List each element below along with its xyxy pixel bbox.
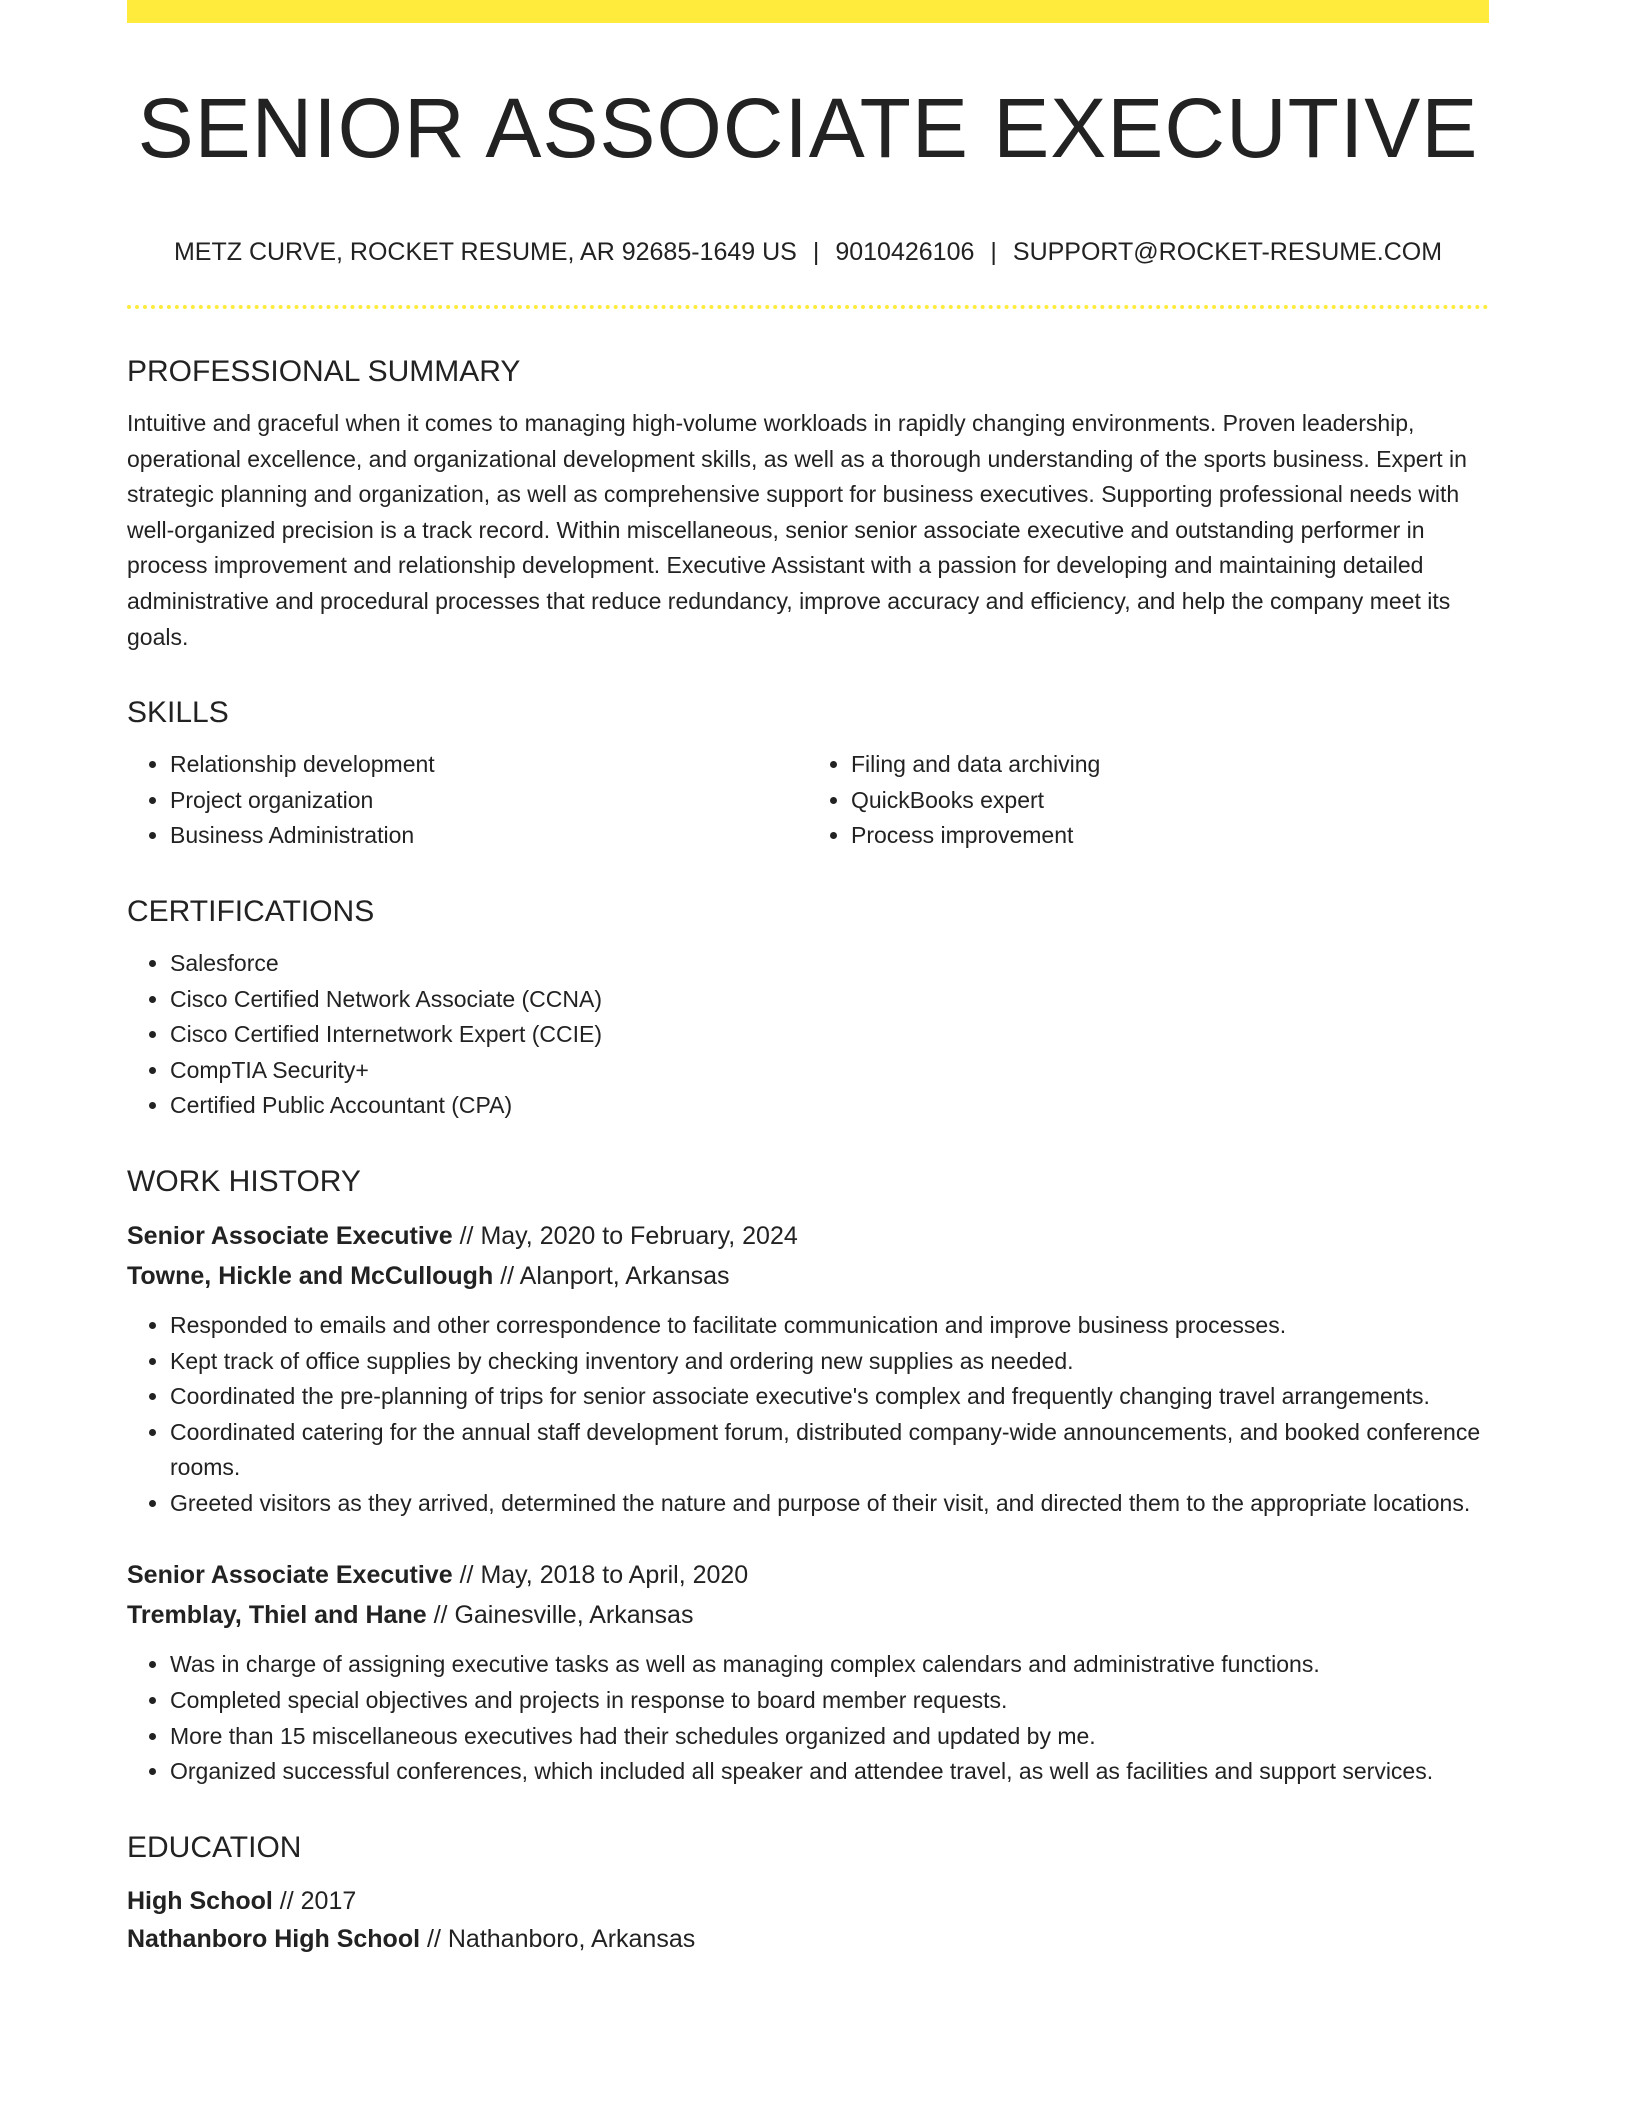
contact-separator: | [990,238,997,266]
job-company: Towne, Hickle and McCullough [127,1261,494,1290]
resume-content [127,348,1489,1958]
job-bullet: • Coordinated the pre-planning of trips for senior associate executive's complex and frequently changing travel arrangements. [170,1379,1489,1415]
job-bullet: • Coordinated catering for the annual staff development forum, distributed company-wide announcements, and booked conference rooms. [170,1415,1489,1486]
contact-separator: | [812,238,820,266]
certifications-list [127,946,1489,1124]
divider: // [459,1561,474,1590]
address: METZ CURVE, ROCKET RESUME, AR 92685-1649 US [173,238,797,266]
divider: // [279,1886,294,1915]
job-bullet: • Was in charge of assigning executive tasks as well as managing complex calendars and administrative functions. [170,1647,1489,1683]
divider: // [433,1601,448,1630]
skill-item: • Project organization [170,783,808,819]
job-bullet: • Responded to emails and other correspondence to facilitate communication and improve business processes. [170,1308,1489,1344]
skill-item: • Relationship development [170,747,808,783]
certification-item: • Cisco Certified Network Associate (CCNA) [170,982,1489,1018]
job-location: Gainesville, Arkansas [454,1601,694,1630]
skills-list [127,747,1489,854]
job-bullet: • Completed special objectives and projects in response to board member requests. [170,1683,1489,1719]
job-entry [127,1216,1489,1522]
summary-heading: PROFESSIONAL SUMMARY [127,355,521,388]
job-bullet: • Organized successful conferences, which included all speaker and attendee travel, as well as facilities and support services. [170,1754,1489,1790]
certification-item: • Cisco Certified Internetwork Expert (CCIE) [170,1017,1489,1053]
skills-column-right [808,747,1489,854]
job-company-line [127,1595,1489,1635]
email: SUPPORT@ROCKET-RESUME.COM [1012,238,1443,266]
skill-item: • QuickBooks expert [851,783,1489,819]
job-title: Senior Associate Executive [127,1561,453,1590]
certification-item: • CompTIA Security+ [170,1053,1489,1089]
skill-item: • Filing and data archiving [851,747,1489,783]
education-degree: High School [127,1886,273,1915]
job-company: Tremblay, Thiel and Hane [127,1601,427,1630]
job-bullet: • More than 15 miscellaneous executives had their schedules organized and updated by me. [170,1719,1489,1755]
job-company-line [127,1256,1489,1296]
job-bullet: • Greeted visitors as they arrived, determined the nature and purpose of their visit, and directed them to the appropriate locations. [170,1486,1489,1522]
education-year: 2017 [300,1886,357,1915]
job-title-line [127,1216,1489,1256]
skills-heading: SKILLS [127,696,229,730]
job-location: Alanport, Arkansas [519,1261,730,1290]
skills-column-left [127,747,808,854]
education-degree-line [127,1882,1489,1920]
phone: 9010426106 [835,238,975,266]
certification-item: • Certified Public Accountant (CPA) [170,1088,1489,1124]
job-bullets [127,1647,1489,1789]
contact-line [127,236,1489,268]
dotted-divider [127,305,1489,309]
job-title: Senior Associate Executive [127,1221,453,1250]
job-title-line [127,1555,1489,1595]
certification-item: • Salesforce [170,946,1489,982]
job-dates: May, 2018 to April, 2020 [480,1561,749,1590]
job-bullet: • Kept track of office supplies by checking inventory and ordering new supplies as needed. [170,1344,1489,1380]
divider: // [500,1261,515,1290]
resume-title: SENIOR ASSOCIATE EXECUTIVE [137,81,1479,175]
job-entry [127,1555,1489,1789]
certifications-heading: CERTIFICATIONS [127,894,375,928]
education-school-line [127,1920,1489,1958]
job-dates: May, 2020 to February, 2024 [480,1221,798,1250]
education-location: Nathanboro, Arkansas [447,1924,696,1953]
summary-text: Intuitive and graceful when it comes to managing high-volume workloads in rapidly changing environments. Proven leadership, operational excellence, and organizational development skills, as well as a thorough understanding of the sports business. Expert in strategic planning and organization, as well as comprehensive support for business executives. Supporting professional needs with well-organized precision is a track record. Within miscellaneous, senior senior associate executive and outstanding performer in process improvement and relationship development. Executive Assistant with a passion for developing and maintaining detailed administrative and procedural processes that reduce redundancy, improve accuracy and efficiency, and help the company meet its goals. [127,410,1467,650]
education-heading: EDUCATION [127,1830,302,1864]
accent-top-bar [127,0,1489,23]
work-history-heading: WORK HISTORY [127,1164,361,1198]
skill-item: • Process improvement [851,818,1489,854]
divider: // [459,1221,474,1250]
divider: // [427,1924,441,1953]
job-bullets [127,1308,1489,1522]
skill-item: • Business Administration [170,818,808,854]
education-school: Nathanboro High School [127,1924,421,1953]
